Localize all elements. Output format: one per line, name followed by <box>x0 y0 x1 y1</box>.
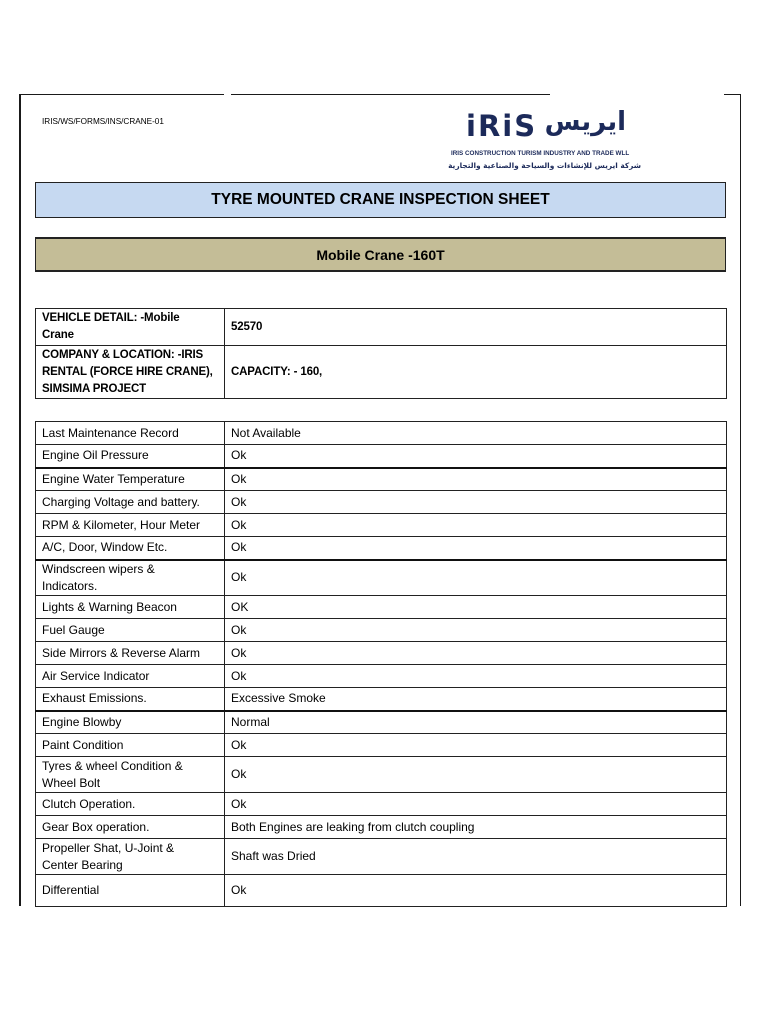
inspection-status: Not Available <box>225 422 727 445</box>
inspection-status: Ok <box>225 642 727 665</box>
inspection-item: Engine Oil Pressure <box>36 445 225 468</box>
inspection-item-text: Tyres & wheel Condition & Wheel Bolt <box>42 758 183 790</box>
inspection-item: Lights & Warning Beacon <box>36 596 225 619</box>
inspection-item: Last Maintenance Record <box>36 422 225 445</box>
table-row <box>36 734 727 757</box>
inspection-status: Ok <box>225 468 727 491</box>
vehicle-detail-value: 52570 <box>225 309 727 346</box>
inspection-status: Ok <box>225 875 727 907</box>
table-row <box>36 642 727 665</box>
table-row <box>36 711 727 734</box>
form-code: IRIS/WS/FORMS/INS/CRANE-01 <box>42 117 164 126</box>
table-row <box>36 560 727 596</box>
table-row <box>36 346 727 399</box>
page-border-top <box>724 94 741 95</box>
inspection-item: Differential <box>36 875 225 907</box>
inspection-status: Ok <box>225 665 727 688</box>
vehicle-detail-label-text: VEHICLE DETAIL: -Mobile Crane <box>42 312 180 341</box>
inspection-item: Air Service Indicator <box>36 665 225 688</box>
inspection-status: Ok <box>225 757 727 793</box>
inspection-status: OK <box>225 596 727 619</box>
company-name-ar: شركة ايريس للإنشاءات والسياحة والصناعية والتجارية <box>448 161 641 170</box>
inspection-status: Excessive Smoke <box>225 688 727 711</box>
table-row <box>36 816 727 839</box>
inspection-item: Fuel Gauge <box>36 619 225 642</box>
inspection-status: Normal <box>225 711 727 734</box>
inspection-table <box>35 421 727 907</box>
table-row <box>36 468 727 491</box>
inspection-item: Clutch Operation. <box>36 793 225 816</box>
equipment-subtitle: Mobile Crane -160T <box>316 246 445 263</box>
inspection-item: Engine Water Temperature <box>36 468 225 491</box>
document-title: TYRE MOUNTED CRANE INSPECTION SHEET <box>211 191 550 208</box>
inspection-item: Gear Box operation. <box>36 816 225 839</box>
table-row <box>36 309 727 346</box>
table-row <box>36 514 727 537</box>
table-row <box>36 688 727 711</box>
company-name-en: IRIS CONSTRUCTION TURISM INDUSTRY AND TRADE WLL <box>451 150 630 157</box>
inspection-status: Ok <box>225 537 727 560</box>
table-row <box>36 875 727 907</box>
page-border-top <box>231 94 550 95</box>
vehicle-detail-label <box>36 309 225 346</box>
inspection-status: Ok <box>225 445 727 468</box>
page-border-right <box>740 94 741 906</box>
table-row <box>36 793 727 816</box>
inspection-item-text: Propeller Shat, U-Joint & Center Bearing <box>42 840 175 872</box>
table-row <box>36 445 727 468</box>
inspection-status: Ok <box>225 560 727 596</box>
subtitle-bar <box>35 237 726 272</box>
inspection-item: RPM & Kilometer, Hour Meter <box>36 514 225 537</box>
inspection-status: Ok <box>225 491 727 514</box>
page-border-top <box>19 94 224 95</box>
inspection-item: Charging Voltage and battery. <box>36 491 225 514</box>
table-row <box>36 619 727 642</box>
table-row <box>36 839 727 875</box>
title-bar <box>35 182 726 218</box>
table-row <box>36 537 727 560</box>
vehicle-details-table <box>35 308 727 399</box>
inspection-status: Both Engines are leaking from clutch coupling <box>225 816 727 839</box>
company-location-label: COMPANY & LOCATION: -IRIS RENTAL (FORCE HIRE CRANE), SIMSIMA PROJECT <box>36 346 225 399</box>
inspection-status: Ok <box>225 619 727 642</box>
inspection-status: Ok <box>225 734 727 757</box>
table-row <box>36 757 727 793</box>
capacity-value: CAPACITY: - 160, <box>225 346 727 399</box>
inspection-status: Ok <box>225 793 727 816</box>
inspection-status: Ok <box>225 514 727 537</box>
table-row <box>36 491 727 514</box>
inspection-item: Side Mirrors & Reverse Alarm <box>36 642 225 665</box>
table-row <box>36 665 727 688</box>
table-row <box>36 422 727 445</box>
inspection-item: Engine Blowby <box>36 711 225 734</box>
inspection-item <box>36 839 225 875</box>
inspection-item: Paint Condition <box>36 734 225 757</box>
inspection-item: Exhaust Emissions. <box>36 688 225 711</box>
logo-latin-text: iRiS <box>466 109 538 143</box>
logo-arabic-text: ايريس <box>544 107 626 137</box>
table-row <box>36 596 727 619</box>
page-border-left <box>19 94 21 906</box>
inspection-item-text: Windscreen wipers & Indicators. <box>42 561 155 593</box>
inspection-item: A/C, Door, Window Etc. <box>36 537 225 560</box>
inspection-status: Shaft was Dried <box>225 839 727 875</box>
inspection-item <box>36 560 225 596</box>
inspection-item <box>36 757 225 793</box>
